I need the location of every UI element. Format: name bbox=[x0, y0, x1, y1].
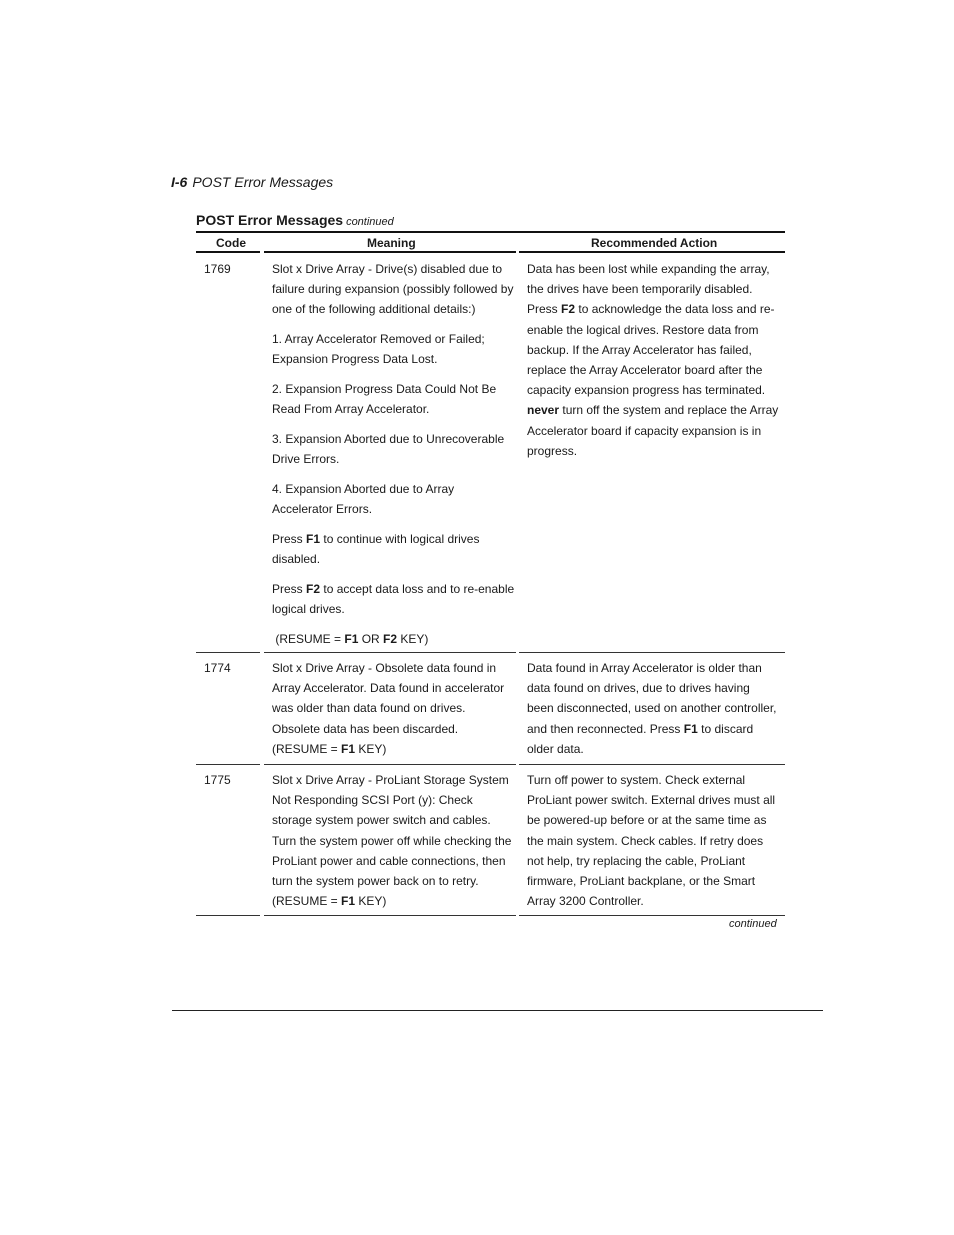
table-title bbox=[196, 212, 394, 228]
row-rule bbox=[196, 652, 260, 653]
row-rule bbox=[519, 764, 785, 765]
column-header-meaning: Meaning bbox=[367, 236, 416, 250]
row-rule bbox=[264, 764, 516, 765]
meaning-paragraph: Slot x Drive Array - Drive(s) disabled due to failure during expansion (possibly followed by one of the following additional details:) bbox=[272, 262, 514, 317]
meaning-detail-1: 1. Array Accelerator Removed or Failed; Expansion Progress Data Lost. bbox=[272, 332, 485, 367]
table-title-note: continued bbox=[346, 216, 394, 228]
meaning-press-f1: Press F1 to continue with logical drives disabled. bbox=[272, 531, 480, 566]
row-rule bbox=[196, 915, 260, 916]
meaning-detail-4: 4. Expansion Aborted due to Array Accelerator Errors. bbox=[272, 481, 455, 517]
table-top-rule bbox=[196, 231, 785, 233]
header-rule-meaning bbox=[264, 251, 516, 253]
row-rule bbox=[196, 764, 260, 765]
meaning-detail-3: 3. Expansion Aborted due to Unrecoverable Drive Errors. bbox=[272, 431, 505, 467]
table-row-1774-meaning: Slot x Drive Array - Obsolete data found in Array Accelerator. Data found in accelerator was older than data found on drives. Obsolete data has been discarded. (RESUME = F1 KEY) bbox=[272, 661, 505, 756]
table-row-1775-code: 1775 bbox=[204, 773, 231, 787]
header-rule-code bbox=[196, 251, 260, 253]
row-rule bbox=[264, 915, 516, 916]
table-row-1774-action: Data found in Array Accelerator is older than data found on drives, due to drives having been disconnected, used on another controller, and then reconnected. Press F1 to discard older data. bbox=[527, 661, 777, 756]
table-row-1769-code: 1769 bbox=[204, 262, 231, 276]
row-rule bbox=[519, 652, 785, 653]
table-title-text: POST Error Messages bbox=[196, 212, 344, 228]
page-number: I-6 bbox=[171, 174, 188, 190]
footer-rule bbox=[172, 1010, 823, 1011]
table-row-1775-meaning: Slot x Drive Array - ProLiant Storage System Not Responding SCSI Port (y): Check storage system power switch and cables. Turn the system power off while checking the ProLiant power and cable connections, then turn the system power back on to retry. (RESUME = F1 KEY) bbox=[272, 773, 512, 909]
continued-label: continued bbox=[729, 918, 777, 930]
table-row-1775-action: Turn off power to system. Check external ProLiant power switch. External drives must all be powered-up before or at the same time as the main system. Check cables. If retry does not help, try replacing the cable, ProLiant firmware, ProLiant backplane, or the Smart Array 3200 Controller. bbox=[527, 773, 776, 909]
column-header-code: Code bbox=[216, 236, 246, 250]
row-rule bbox=[264, 652, 516, 653]
meaning-resume: (RESUME = F1 OR F2 KEY) bbox=[272, 631, 429, 646]
table-row-1769-action: Data has been lost while expanding the array, the drives have been temporarily disabled. Press F2 to acknowledge the data loss and re-enable the logical drives. Restore data from backup. If the Array Accelerator has failed, replace the Array Accelerator board after the capacity expansion progress has terminated. never turn off the system and replace the Array Accelerator board if capacity expansion is in progress. bbox=[527, 262, 779, 458]
page-header-title: POST Error Messages bbox=[192, 174, 334, 190]
page-header bbox=[171, 174, 333, 190]
column-header-action: Recommended Action bbox=[591, 236, 718, 250]
table-row-1769-meaning bbox=[272, 259, 516, 649]
table-row-1774-code: 1774 bbox=[204, 661, 231, 675]
meaning-press-f2: Press F2 to accept data loss and to re-enable logical drives. bbox=[272, 581, 515, 616]
row-rule bbox=[519, 915, 785, 916]
header-rule-action bbox=[519, 251, 785, 253]
meaning-detail-2: 2. Expansion Progress Data Could Not Be Read From Array Accelerator. bbox=[272, 382, 497, 417]
